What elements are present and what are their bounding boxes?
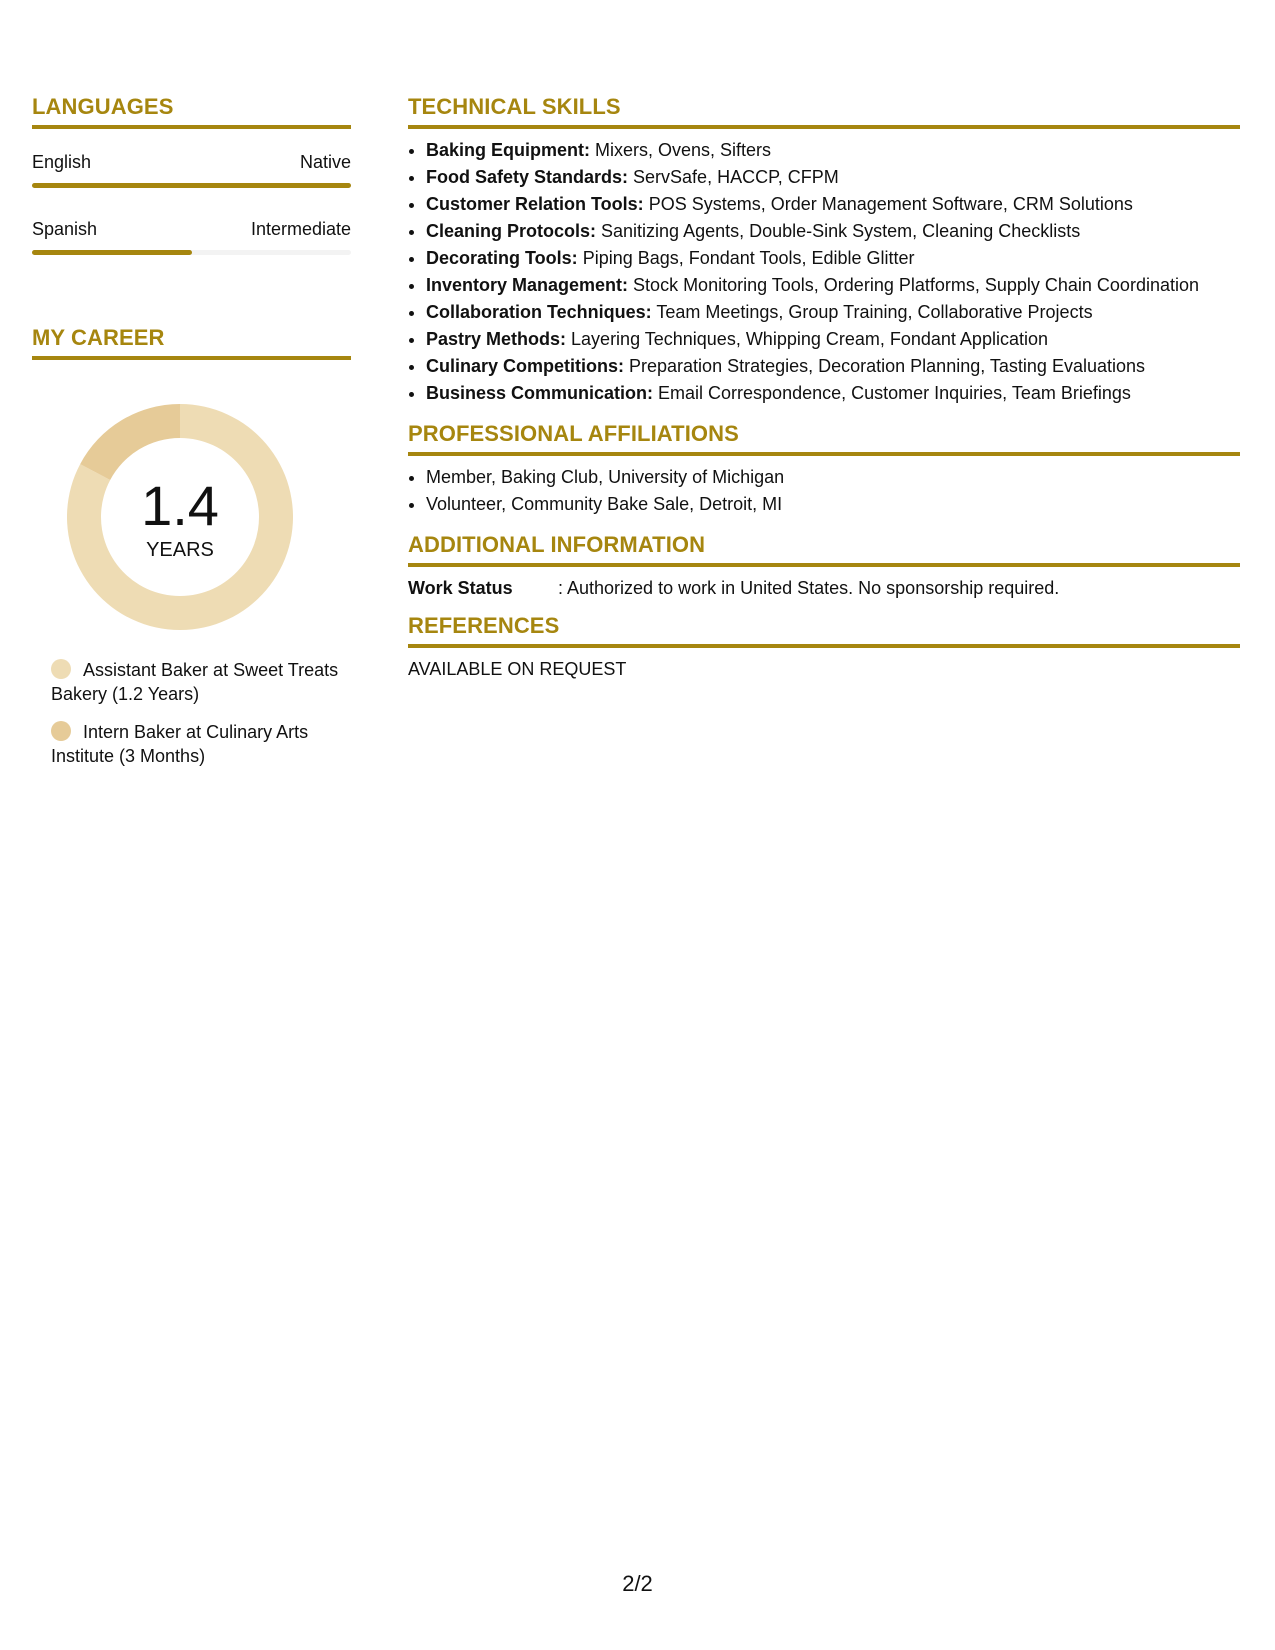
list-item: • Volunteer, Community Bake Sale, Detroit, MI	[426, 491, 1240, 518]
affiliations-title: PROFESSIONAL AFFILIATIONS	[408, 421, 739, 446]
affiliations-section	[408, 421, 1240, 518]
skill-label: Customer Relation Tools:	[426, 194, 644, 214]
list-item	[426, 326, 1240, 353]
legend-label: Intern Baker at Culinary Arts Institute (3 Months)	[51, 722, 309, 766]
technical-skills-list	[408, 137, 1240, 407]
work-status-key: Work Status	[408, 578, 513, 598]
technical-skills-section	[408, 94, 1240, 407]
language-bar-track	[32, 183, 351, 188]
legend-dot-icon	[51, 721, 71, 741]
career-legend	[51, 658, 351, 768]
section-rule	[408, 563, 1240, 567]
list-item	[426, 245, 1240, 272]
skill-text: Preparation Strategies, Decoration Planning, Tasting Evaluations	[624, 356, 1145, 376]
total-years-value: 1.4	[141, 474, 219, 537]
language-english	[32, 151, 351, 188]
skill-text: Sanitizing Agents, Double-Sink System, Cleaning Checklists	[596, 221, 1081, 241]
section-rule	[408, 452, 1240, 456]
references-text: AVAILABLE ON REQUEST	[408, 659, 627, 679]
donut-center	[67, 404, 293, 630]
language-level: Intermediate	[250, 219, 351, 239]
legend-label: Assistant Baker at Sweet Treats Bakery (1.2 Years)	[51, 660, 339, 704]
list-item	[426, 191, 1240, 218]
list-item: • Member, Baking Club, University of Michigan	[426, 464, 1240, 491]
skill-text: Stock Monitoring Tools, Ordering Platforms, Supply Chain Coordination	[628, 275, 1199, 295]
skill-text: Layering Techniques, Whipping Cream, Fondant Application	[566, 329, 1048, 349]
skill-label: Cleaning Protocols:	[426, 221, 597, 241]
page-number: 2/2	[622, 1571, 653, 1596]
skill-text: POS Systems, Order Management Software, CRM Solutions	[643, 194, 1133, 214]
section-rule	[408, 644, 1240, 648]
total-years-unit: YEARS	[146, 539, 214, 561]
list-item	[426, 272, 1240, 299]
affiliations-list	[408, 464, 1240, 518]
languages-title: LANGUAGES	[32, 94, 174, 119]
list-item	[426, 164, 1240, 191]
section-rule	[408, 125, 1240, 129]
language-name: Spanish	[32, 219, 98, 239]
section-rule	[32, 125, 351, 129]
list-item	[426, 218, 1240, 245]
skill-text: Piping Bags, Fondant Tools, Edible Glitter	[577, 248, 915, 268]
career-title: MY CAREER	[32, 325, 165, 350]
list-item	[426, 353, 1240, 380]
references-section	[408, 613, 1240, 680]
language-level: Native	[299, 152, 351, 172]
list-item	[426, 137, 1240, 164]
language-bar-fill	[32, 250, 192, 255]
work-status-value: : Authorized to work in United States. No sponsorship required.	[558, 578, 1060, 598]
left-column	[32, 94, 351, 782]
skill-label: Baking Equipment:	[426, 140, 591, 160]
skill-text: Team Meetings, Group Training, Collaborative Projects	[651, 302, 1093, 322]
skill-label: Decorating Tools:	[426, 248, 578, 268]
additional-info-section	[408, 532, 1240, 599]
references-title: REFERENCES	[408, 613, 560, 638]
career-section	[32, 325, 351, 768]
skill-label: Pastry Methods:	[426, 329, 567, 349]
language-row	[32, 218, 351, 240]
section-rule	[32, 356, 351, 360]
career-donut-chart	[67, 404, 293, 630]
language-name: English	[32, 152, 92, 172]
skill-text: Mixers, Ovens, Sifters	[590, 140, 772, 160]
skill-label: Collaboration Techniques:	[426, 302, 652, 322]
skill-label: Culinary Competitions:	[426, 356, 625, 376]
skill-text: ServSafe, HACCP, CFPM	[628, 167, 839, 187]
list-item	[426, 299, 1240, 326]
right-column	[408, 94, 1240, 694]
skill-text: Email Correspondence, Customer Inquiries, Team Briefings	[653, 383, 1131, 403]
legend-item	[51, 658, 351, 706]
language-bar-fill	[32, 183, 351, 188]
languages-section	[32, 94, 351, 255]
language-spanish	[32, 218, 351, 255]
technical-skills-title: TECHNICAL SKILLS	[408, 94, 621, 119]
language-row	[32, 151, 351, 173]
skill-label: Business Communication:	[426, 383, 654, 403]
additional-info-title: ADDITIONAL INFORMATION	[408, 532, 706, 557]
legend-dot-icon	[51, 659, 71, 679]
work-status-row	[408, 577, 1240, 599]
list-item	[426, 380, 1240, 407]
language-bar-track	[32, 250, 351, 255]
skill-label: Inventory Management:	[426, 275, 629, 295]
legend-item	[51, 720, 351, 768]
skill-label: Food Safety Standards:	[426, 167, 629, 187]
